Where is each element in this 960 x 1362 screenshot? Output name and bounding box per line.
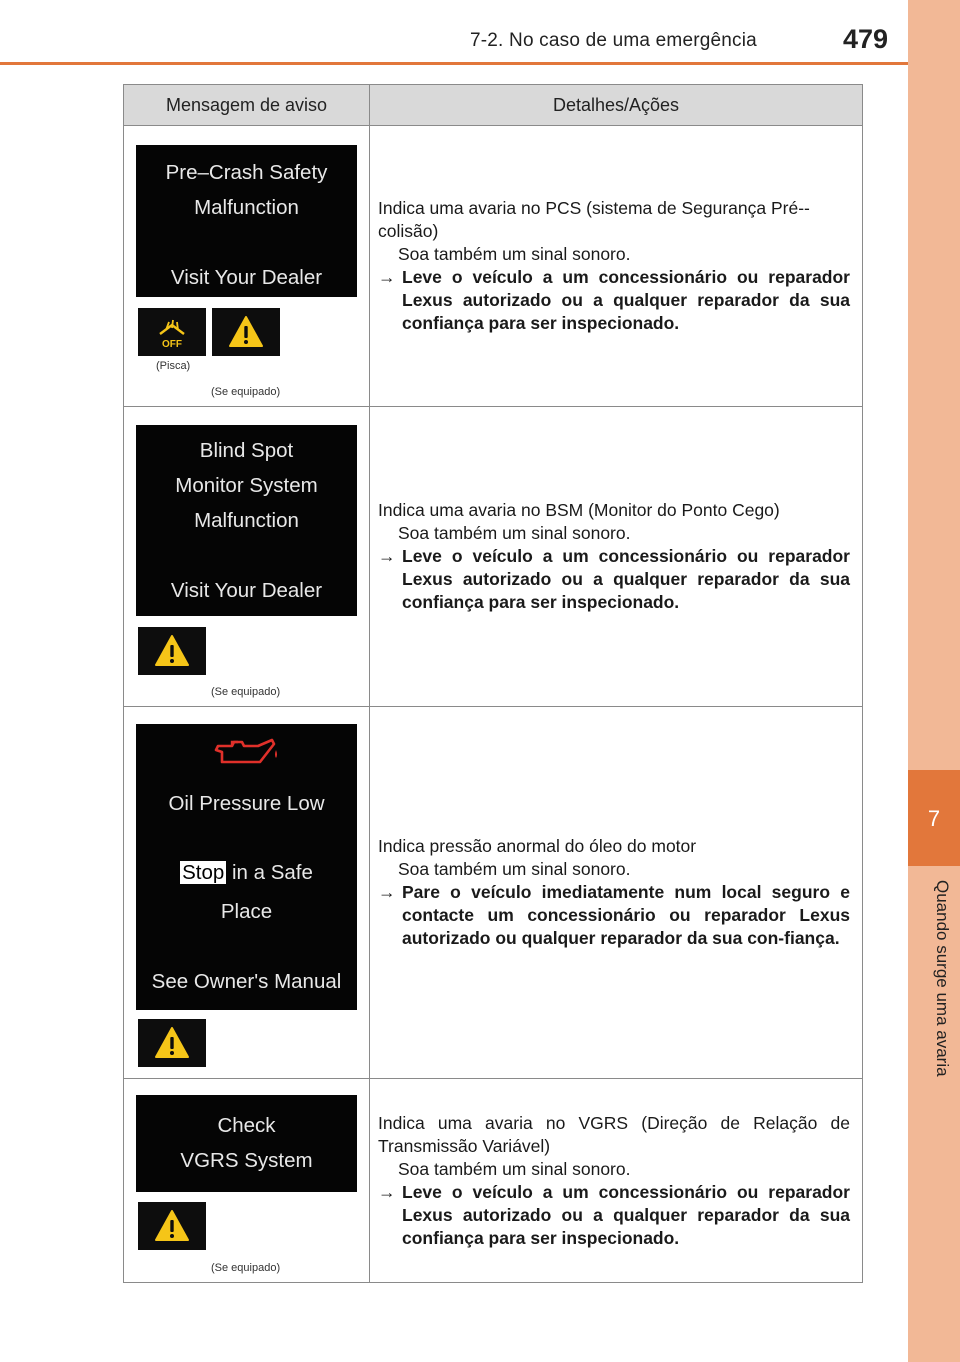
warning-description: Indica uma avaria no BSM (Monitor do Ponto Cego) [378, 500, 780, 520]
screen-line: Blind Spot [199, 439, 294, 462]
screen-line: Malfunction [194, 196, 299, 219]
action-instruction [378, 881, 850, 950]
chapter-number: 7 [927, 806, 941, 831]
arrow-icon: → [378, 267, 396, 287]
screen-line: Oil Pressure Low [168, 792, 325, 815]
warning-description: Indica pressão anormal do óleo do motor [378, 836, 697, 856]
warning-message-cell [124, 1079, 370, 1283]
header-rule [0, 62, 908, 65]
sound-note: Soa também um sinal sonoro. [398, 859, 631, 879]
warning-message-cell [124, 707, 370, 1079]
running-head: 7-2. No caso de uma emergência [470, 30, 757, 51]
sound-note: Soa também um sinal sonoro. [398, 244, 631, 264]
warning-message-table [123, 84, 863, 1283]
warning-details-cell [370, 407, 863, 707]
table-row [124, 1079, 863, 1283]
screen-line: Monitor System [175, 474, 318, 497]
pcs-off-indicator [138, 308, 206, 356]
screen-line: Visit Your Dealer [170, 579, 323, 602]
equipped-caption: (Se equipado) [211, 686, 281, 698]
screen-line-group [136, 861, 357, 885]
arrow-icon: → [378, 882, 396, 902]
screen-line: Place [220, 900, 273, 923]
master-warning-icon [154, 1209, 190, 1243]
warning-message-cell [124, 407, 370, 707]
page-number: 479 [843, 24, 889, 54]
screen-line: See Owner's Manual [151, 970, 342, 993]
display-screen [136, 1095, 357, 1192]
screen-line: Malfunction [194, 509, 299, 532]
warning-description: Indica uma avaria no PCS (sistema de Segurança Pré--colisão) [378, 198, 810, 241]
display-screen [136, 425, 357, 616]
warning-message-cell [124, 126, 370, 407]
table-row [124, 707, 863, 1079]
screen-line [136, 225, 357, 260]
sound-note: Soa também um sinal sonoro. [398, 523, 631, 543]
warning-details-cell [370, 707, 863, 1079]
master-warning-indicator [212, 308, 280, 356]
column-header-message: Mensagem de aviso [124, 85, 370, 126]
arrow-icon: → [378, 546, 396, 566]
master-warning-indicator [138, 1019, 206, 1067]
action-text: Leve o veículo a um concessionário ou reparador Lexus autorizado ou a qualquer reparador da sua confiança para ser inspecionado. [402, 546, 850, 612]
action-text: Leve o veículo a um concessionário ou reparador Lexus autorizado ou a qualquer reparador da sua confiança para ser inspecionado. [402, 1181, 850, 1248]
display-screen [136, 145, 357, 297]
arrow-icon: → [378, 1181, 396, 1202]
equipped-caption: (Se equipado) [211, 386, 281, 398]
display-screen [136, 724, 357, 1010]
equipped-caption: (Se equipado) [211, 1262, 281, 1274]
action-instruction [378, 266, 850, 335]
screen-line: VGRS System [180, 1149, 313, 1172]
screen-line: in a Safe [231, 861, 313, 884]
pcs-off-label: OFF [162, 339, 182, 350]
column-header-details: Detalhes/Ações [370, 85, 863, 126]
chapter-side-tab [908, 0, 960, 1362]
screen-line: Visit Your Dealer [170, 266, 323, 289]
action-text: Pare o veículo imediatamente num local seguro e contacte um concessionário ou reparador Lexus autorizado ou qualquer reparador da sua con-fiança. [402, 882, 850, 948]
master-warning-indicator [138, 627, 206, 675]
warning-details-cell [370, 1079, 863, 1283]
stop-highlight: Stop [182, 861, 225, 884]
pcs-off-icon [152, 314, 192, 352]
table-row [124, 407, 863, 707]
oil-can-icon [212, 736, 282, 772]
screen-line: Check [217, 1114, 276, 1137]
master-warning-icon [154, 1026, 190, 1060]
screen-line: Pre–Crash Safety [165, 161, 328, 184]
warning-details-cell [370, 126, 863, 407]
action-instruction [378, 1181, 850, 1250]
action-text: Leve o veículo a um concessionário ou reparador Lexus autorizado ou a qualquer reparador da sua confiança para ser inspecionado. [402, 267, 850, 333]
warning-description: Indica uma avaria no VGRS (Direção de Relação de Transmissão Variável) [378, 1112, 850, 1156]
flashing-caption: (Pisca) [156, 360, 191, 372]
master-warning-icon [154, 634, 190, 668]
table-header-row [124, 85, 863, 126]
screen-line [136, 538, 357, 573]
master-warning-indicator [138, 1202, 206, 1250]
table-row [124, 126, 863, 407]
chapter-title: Quando surge uma avaria [933, 880, 952, 1077]
sound-note: Soa também um sinal sonoro. [398, 1158, 631, 1179]
master-warning-icon [228, 315, 264, 349]
action-instruction [378, 545, 850, 614]
